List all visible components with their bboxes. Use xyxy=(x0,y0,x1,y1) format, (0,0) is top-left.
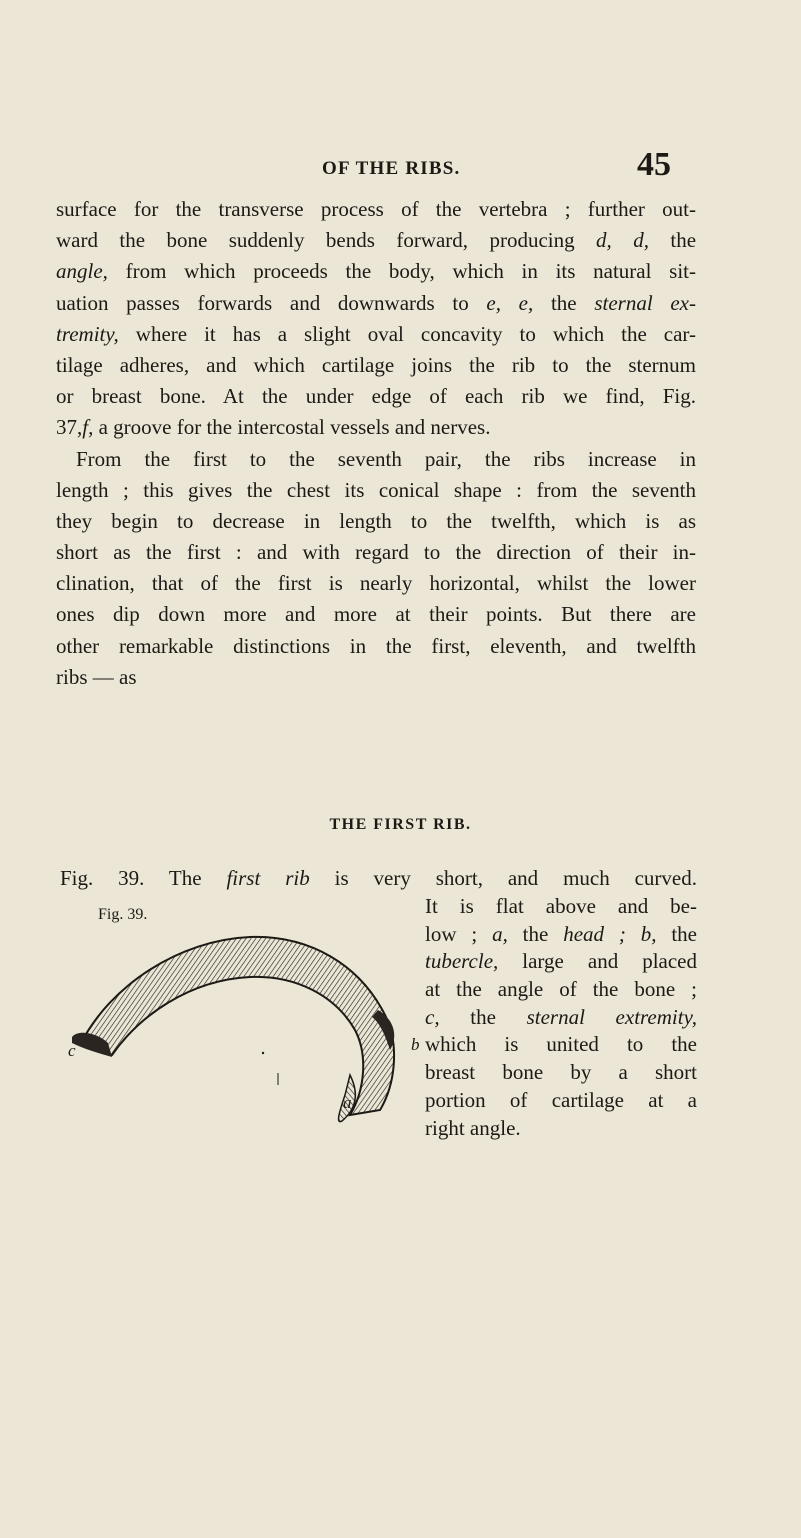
italic-run: c, xyxy=(425,1004,440,1029)
text-run: a groove for the intercostal vessels and nerves. xyxy=(93,415,491,440)
text-run: It is flat above and be- xyxy=(425,894,697,918)
text-line xyxy=(56,350,696,381)
page-number: 45 xyxy=(637,146,671,183)
text-line xyxy=(425,1059,697,1087)
italic-run: f, xyxy=(82,415,94,440)
text-run: at the angle of the bone ; xyxy=(425,977,697,1002)
text-run: other remarkable distinctions in the first, eleventh, and twelfth xyxy=(56,633,696,658)
text-run: 37, xyxy=(56,415,83,440)
running-head xyxy=(0,146,801,186)
text-line xyxy=(425,948,697,976)
first-rib-illustration xyxy=(50,925,430,1125)
text-run: tilage adheres, and which cartilage joins the rib to the sternum xyxy=(56,352,696,377)
text-line xyxy=(56,381,696,412)
text-run: ribs — as xyxy=(56,664,137,689)
text-run: length ; this gives the chest its conical shape : from the seventh xyxy=(56,477,696,502)
label-c: c xyxy=(68,1041,76,1060)
figure-side-text xyxy=(425,893,697,1142)
text-line xyxy=(56,506,696,537)
text-line xyxy=(425,893,697,921)
text-run: uation passes forwards and downwards to xyxy=(56,290,487,315)
text-line xyxy=(56,288,696,319)
italic-run: e, e, xyxy=(486,290,534,315)
text-line xyxy=(56,475,696,506)
figure-intro-line xyxy=(60,865,697,893)
text-run: From the first to the seventh pair, the ribs increase in xyxy=(76,446,696,471)
text-line xyxy=(56,319,696,350)
running-title: OF THE RIBS. xyxy=(322,158,461,179)
italic-run: sternal ex- xyxy=(594,290,696,315)
rib-dot-mark xyxy=(262,1052,264,1054)
text-run: the xyxy=(439,1004,527,1029)
text-run: ward the bone suddenly bends forward, producing xyxy=(56,228,597,253)
italic-run: tremity, xyxy=(56,321,119,346)
text-run: which is united to the xyxy=(425,1032,697,1057)
text-run: is very short, and much curved. xyxy=(309,866,697,890)
text-line xyxy=(425,1087,697,1115)
text-run: clination, that of the first is nearly horizontal, whilst the lower xyxy=(56,571,696,596)
figure-caption: Fig. 39. xyxy=(98,906,148,923)
text-line xyxy=(425,921,697,949)
text-line xyxy=(56,568,696,599)
italic-run: d, d, xyxy=(596,228,649,253)
text-run: large and placed xyxy=(498,949,697,974)
text-run: they begin to decrease in length to the twelfth, which is as xyxy=(56,508,696,533)
text-line xyxy=(56,412,696,443)
section-heading: THE FIRST RIB. xyxy=(329,816,472,833)
text-line xyxy=(425,1004,697,1032)
italic-run: sternal extremity, xyxy=(526,1004,697,1029)
text-line xyxy=(56,256,696,287)
text-line xyxy=(56,225,696,256)
italic-run: tubercle, xyxy=(425,949,499,974)
text-line xyxy=(56,537,696,568)
text-line xyxy=(425,1031,697,1059)
italic-run: a, xyxy=(492,921,508,946)
text-run: Fig. 39. The xyxy=(60,866,227,890)
text-run: or breast bone. At the under edge of each rib we find, Fig. xyxy=(56,384,696,409)
text-line xyxy=(56,444,696,475)
text-run: from which proceeds the body, which in its natural sit- xyxy=(107,259,696,284)
text-run: short as the first : and with regard to the direction of their in- xyxy=(56,540,696,565)
text-run: ones dip down more and more at their points. But there are xyxy=(56,602,696,627)
italic-run: angle, xyxy=(56,259,108,284)
text-line xyxy=(425,1115,697,1143)
text-run: breast bone by a short xyxy=(425,1060,697,1085)
text-line xyxy=(56,194,696,225)
text-line xyxy=(56,662,696,693)
text-run: the xyxy=(533,290,595,315)
text-run: low ; xyxy=(425,921,493,946)
figure-block xyxy=(0,865,801,1185)
text-run: the xyxy=(648,228,697,253)
italic-run: first rib xyxy=(226,866,310,890)
text-line xyxy=(425,976,697,1004)
text-run: portion of cartilage at a xyxy=(425,1087,697,1112)
label-b: b xyxy=(411,1035,420,1054)
text-run: surface for the transverse process of the vertebra ; further out- xyxy=(56,197,696,221)
text-run: the xyxy=(507,921,564,946)
text-run: right angle. xyxy=(425,1115,521,1140)
label-a: a xyxy=(343,1093,352,1112)
text-line xyxy=(56,631,696,662)
text-run: where it has a slight oval concavity to which the car- xyxy=(118,321,696,346)
body-paragraphs xyxy=(56,194,696,693)
text-run: the xyxy=(656,921,697,946)
italic-run: head ; b, xyxy=(563,921,657,946)
text-line xyxy=(56,599,696,630)
